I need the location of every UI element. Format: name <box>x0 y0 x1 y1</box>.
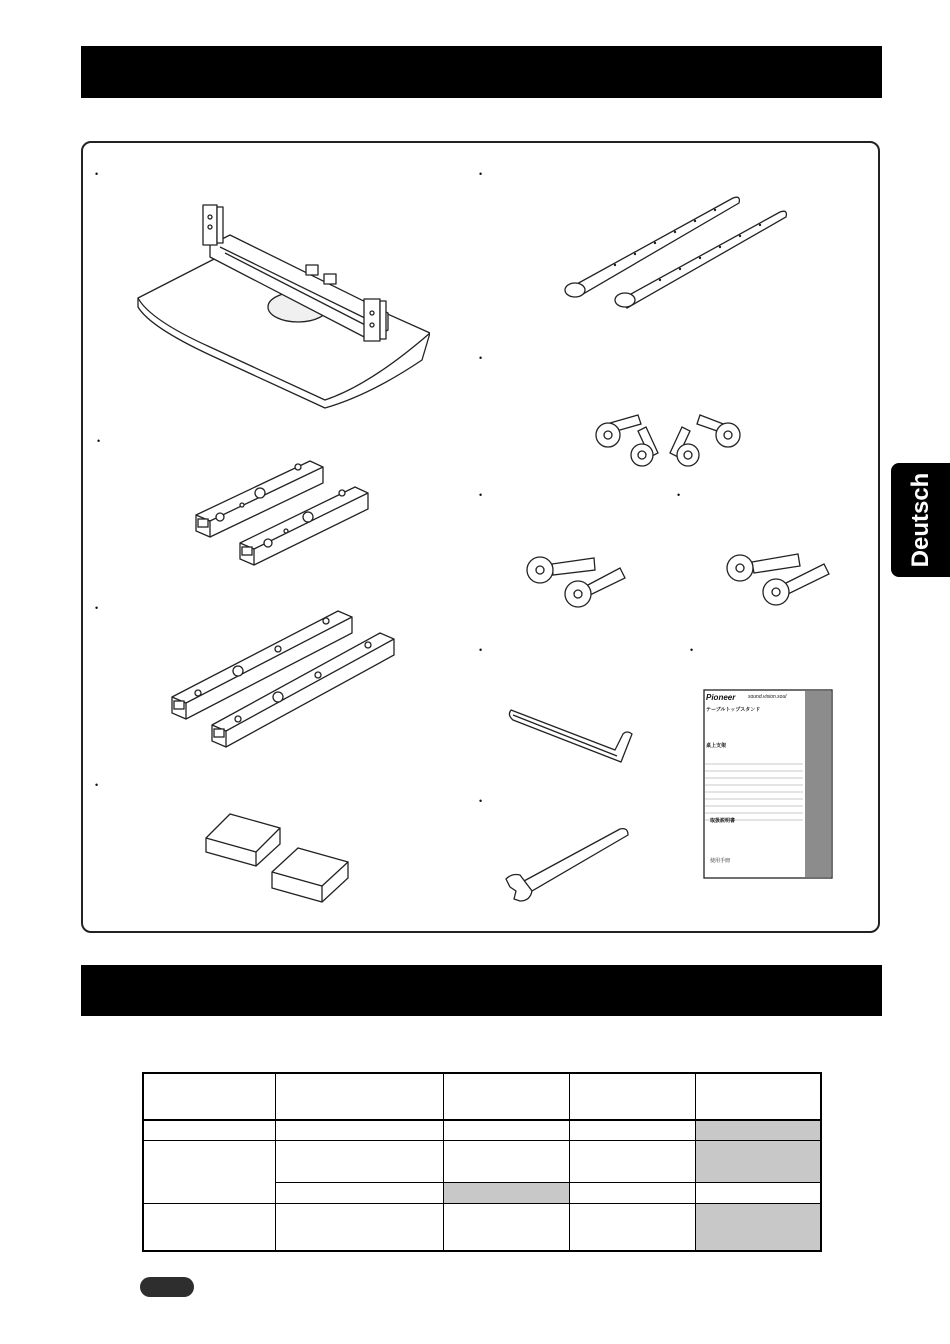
socket-bolt-icon <box>522 548 632 610</box>
shaded-cell <box>443 1182 570 1203</box>
bullet-rubber-feet: • <box>95 780 99 790</box>
manual-subtitle: 桌上支架 <box>706 743 727 749</box>
spacer-block-icon <box>190 455 380 570</box>
wrench-icon <box>502 825 632 905</box>
rubber-foot-icon <box>200 810 360 910</box>
socket-bolt-icon <box>590 405 750 473</box>
bullet-short-bolts: • <box>479 353 483 363</box>
bullet-cable-ties: • <box>479 169 483 179</box>
table-cell <box>570 1203 696 1251</box>
rail-bar-icon <box>168 605 408 753</box>
bullet-bolts-b: • <box>677 490 681 500</box>
table-cell <box>443 1120 570 1141</box>
manual-brand: Pioneer <box>706 693 736 702</box>
language-tab[interactable] <box>891 463 950 577</box>
cable-tie-icon <box>555 190 795 315</box>
shaded-cell <box>695 1141 821 1182</box>
table-cell <box>276 1141 444 1182</box>
table-cell <box>695 1182 821 1203</box>
bullet-hex-key: • <box>479 645 483 655</box>
shaded-cell <box>695 1120 821 1141</box>
stand-base-icon <box>130 195 430 415</box>
manual-heading: 取扱説明書 <box>710 818 736 824</box>
manual-booklet-icon <box>703 689 833 879</box>
table-row <box>143 1203 821 1251</box>
socket-bolt-icon <box>722 546 834 610</box>
table-cell <box>443 1141 570 1182</box>
table-cell <box>570 1073 696 1120</box>
table-cell <box>276 1073 444 1120</box>
table-cell <box>276 1203 444 1251</box>
bullet-bolts-a: • <box>479 490 483 500</box>
table-row <box>143 1120 821 1141</box>
language-tab-label: Deutsch <box>906 472 934 568</box>
table-cell <box>143 1141 276 1204</box>
table-cell <box>143 1073 276 1120</box>
manual-tagline: sound.vision.soul <box>748 694 787 700</box>
table-cell <box>143 1120 276 1141</box>
table-cell <box>143 1203 276 1251</box>
section-header-bar-2 <box>81 965 882 1016</box>
table-cell <box>570 1120 696 1141</box>
table-cell <box>276 1120 444 1141</box>
shaded-cell <box>695 1203 821 1251</box>
table-cell <box>443 1073 570 1120</box>
spec-table <box>142 1072 822 1252</box>
table-cell <box>695 1073 821 1120</box>
bullet-wrench: • <box>479 796 483 806</box>
bullet-rails: • <box>95 603 99 613</box>
table-cell <box>276 1182 444 1203</box>
section-header-bar <box>81 46 882 98</box>
table-cell <box>570 1182 696 1203</box>
table-cell <box>443 1203 570 1251</box>
manual-notes-heading: 使用手冊 <box>710 858 731 864</box>
note-badge <box>140 1277 194 1297</box>
hex-key-icon <box>505 700 640 770</box>
manual-title: テーブルトップスタンド <box>706 707 761 713</box>
bullet-spacers: • <box>97 436 101 446</box>
table-cell <box>570 1141 696 1182</box>
bullet-stand: • <box>95 169 99 179</box>
table-row <box>143 1141 821 1182</box>
bullet-manual: • <box>690 645 694 655</box>
table-header-row <box>143 1073 821 1120</box>
